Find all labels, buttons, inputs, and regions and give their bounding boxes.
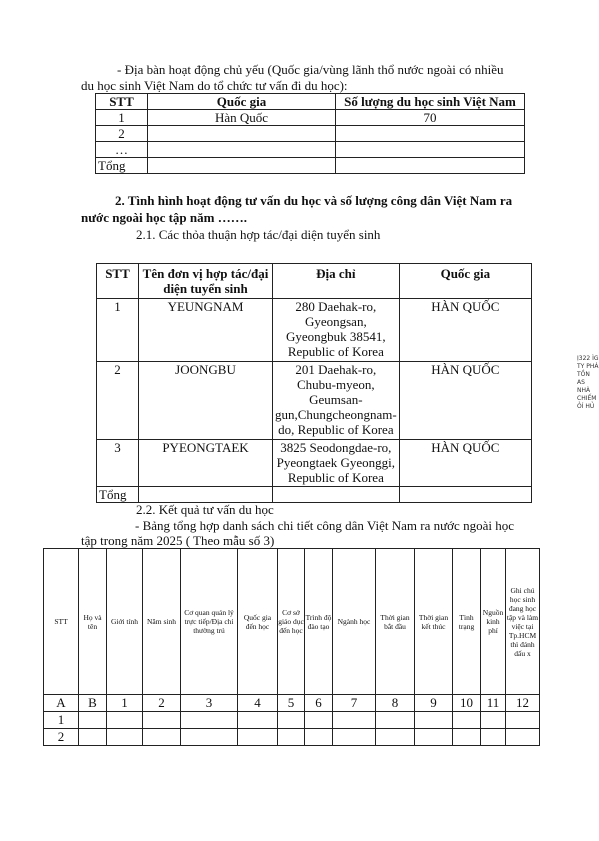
cell-count: 70: [336, 110, 525, 126]
code-cell: 2: [143, 695, 181, 712]
code-cell: A: [44, 695, 79, 712]
cell-total-label: Tổng: [97, 487, 139, 503]
cell-count: [336, 126, 525, 142]
header-cell: Họ và tên: [79, 549, 107, 695]
cell-empty: [238, 712, 278, 729]
cell-empty: [376, 712, 415, 729]
table-row-total: [96, 158, 525, 174]
cell-empty: [453, 712, 481, 729]
code-cell: 7: [333, 695, 376, 712]
code-cell: 10: [453, 695, 481, 712]
cell-stt: 3: [97, 440, 139, 487]
header-cell: Ghi chú học sinh đang học tập và làm việc tại Tp.HCM thì đánh dấu x: [506, 549, 540, 695]
table-row: [97, 440, 532, 487]
intro-line-1: - Địa bàn hoạt động chủ yếu (Quốc gia/vùng lãnh thổ nước ngoài có nhiều: [117, 62, 504, 77]
table-row: [96, 110, 525, 126]
cell-stt: 1: [96, 110, 148, 126]
table-header-row: [44, 549, 540, 695]
cell-country: [148, 142, 336, 158]
cell-stt: 2: [97, 362, 139, 440]
cell-count: [336, 158, 525, 174]
cell-empty: [305, 729, 333, 746]
cell-empty: [333, 729, 376, 746]
code-cell: 11: [481, 695, 506, 712]
cell-empty: [376, 729, 415, 746]
cell-country: [148, 126, 336, 142]
cell-partner-name: PYEONGTAEK: [139, 440, 273, 487]
header-cell: Nguồn kinh phí: [481, 549, 506, 695]
cell-empty: [238, 729, 278, 746]
section-2-heading-line-1: 2. Tình hình hoạt động tư vấn du học và số lượng công dân Việt Nam ra: [115, 193, 513, 208]
header-cell: STT: [44, 549, 79, 695]
cell-empty: [143, 712, 181, 729]
code-cell: 8: [376, 695, 415, 712]
cell-empty: [273, 487, 400, 503]
table-row: [97, 362, 532, 440]
cell-empty: [453, 729, 481, 746]
section-2-2-line-2: tập trong năm 2025 ( Theo mẫu số 3): [81, 533, 275, 548]
table-row-total: [97, 487, 532, 503]
cell-empty: [481, 712, 506, 729]
code-cell: 9: [415, 695, 453, 712]
cell-empty: [333, 712, 376, 729]
header-cell: Địa chỉ: [273, 264, 400, 299]
code-cell: 5: [278, 695, 305, 712]
cell-empty: [506, 729, 540, 746]
header-cell: Quốc gia: [399, 264, 531, 299]
cell-address: 201 Daehak-ro, Chubu-myeon, Geumsan-gun,Chungcheongnam-do, Republic of Korea: [273, 362, 400, 440]
header-cell: Cơ sở giáo dục đến học: [278, 549, 305, 695]
code-cell: 3: [181, 695, 238, 712]
cell-empty: [139, 487, 273, 503]
cell-empty: [79, 729, 107, 746]
section-2-2-line-1: - Bảng tổng hợp danh sách chi tiết công dân Việt Nam ra nước ngoài học: [135, 518, 514, 533]
table-row: [44, 729, 540, 746]
header-cell: Ngành học: [333, 549, 376, 695]
code-cell: 4: [238, 695, 278, 712]
table-students: [43, 548, 540, 746]
cell-address: 3825 Seodongdae-ro, Pyeongtaek Gyeonggi, Republic of Korea: [273, 440, 400, 487]
cell-country: HÀN QUỐC: [399, 362, 531, 440]
header-cell: Thời gian kết thúc: [415, 549, 453, 695]
cell-empty: [181, 712, 238, 729]
section-2-heading-line-2: nước ngoài học tập năm …….: [81, 210, 247, 225]
header-cell: Năm sinh: [143, 549, 181, 695]
cell-stt: …: [96, 142, 148, 158]
table-row: [96, 142, 525, 158]
header-cell: Số lượng du học sinh Việt Nam: [336, 94, 525, 110]
cell-empty: [181, 729, 238, 746]
code-cell: B: [79, 695, 107, 712]
subsection-2-2-title: 2.2. Kết quả tư vấn du học: [136, 502, 274, 517]
cell-empty: [107, 729, 143, 746]
cell-country: HÀN QUỐC: [399, 440, 531, 487]
cell-empty: [481, 729, 506, 746]
cell-country: Hàn Quốc: [148, 110, 336, 126]
header-cell: Trình độ đào tạo: [305, 549, 333, 695]
cell-stt: 2: [96, 126, 148, 142]
header-cell: Cơ quan quản lý trực tiếp/Địa chỉ thường trú: [181, 549, 238, 695]
cell-empty: [278, 729, 305, 746]
cell-empty: [415, 729, 453, 746]
cell-empty: [399, 487, 531, 503]
header-cell: STT: [97, 264, 139, 299]
table-row: [96, 126, 525, 142]
cell-empty: [415, 712, 453, 729]
header-cell: Tên đơn vị hợp tác/đại diện tuyển sinh: [139, 264, 273, 299]
table-countries: [95, 93, 525, 174]
table-partners: [96, 263, 532, 503]
table-header-row: [97, 264, 532, 299]
cell-total-label: Tổng: [96, 158, 148, 174]
header-cell: Quốc gia: [148, 94, 336, 110]
side-scan-fragment: Ị322 ÌG TY PHÁ TỒN AS NHÀ CHIẾM ỎÍ HỦ: [577, 355, 599, 410]
cell-partner-name: JOONGBU: [139, 362, 273, 440]
cell-address: 280 Daehak-ro, Gyeongsan, Gyeongbuk 38541, Republic of Korea: [273, 299, 400, 362]
subsection-2-1-title: 2.1. Các thỏa thuận hợp tác/đại diện tuyển sinh: [136, 227, 381, 242]
cell-empty: [506, 712, 540, 729]
intro-line-2: du học sinh Việt Nam do tổ chức tư vấn đi du học):: [81, 78, 348, 93]
cell-empty: [79, 712, 107, 729]
cell-country: [148, 158, 336, 174]
cell-empty: [305, 712, 333, 729]
cell-empty: [143, 729, 181, 746]
cell-empty: [107, 712, 143, 729]
header-cell: Quốc gia đến học: [238, 549, 278, 695]
table-code-row: [44, 695, 540, 712]
cell-partner-name: YEUNGNAM: [139, 299, 273, 362]
cell-count: [336, 142, 525, 158]
code-cell: 6: [305, 695, 333, 712]
cell-row-label: 2: [44, 729, 79, 746]
header-cell: STT: [96, 94, 148, 110]
header-cell: Tình trạng: [453, 549, 481, 695]
code-cell: 1: [107, 695, 143, 712]
header-cell: Giới tính: [107, 549, 143, 695]
cell-empty: [278, 712, 305, 729]
table-row: [97, 299, 532, 362]
cell-stt: 1: [97, 299, 139, 362]
cell-row-label: 1: [44, 712, 79, 729]
code-cell: 12: [506, 695, 540, 712]
cell-country: HÀN QUỐC: [399, 299, 531, 362]
table-header-row: [96, 94, 525, 110]
table-row: [44, 712, 540, 729]
header-cell: Thời gian bắt đầu: [376, 549, 415, 695]
